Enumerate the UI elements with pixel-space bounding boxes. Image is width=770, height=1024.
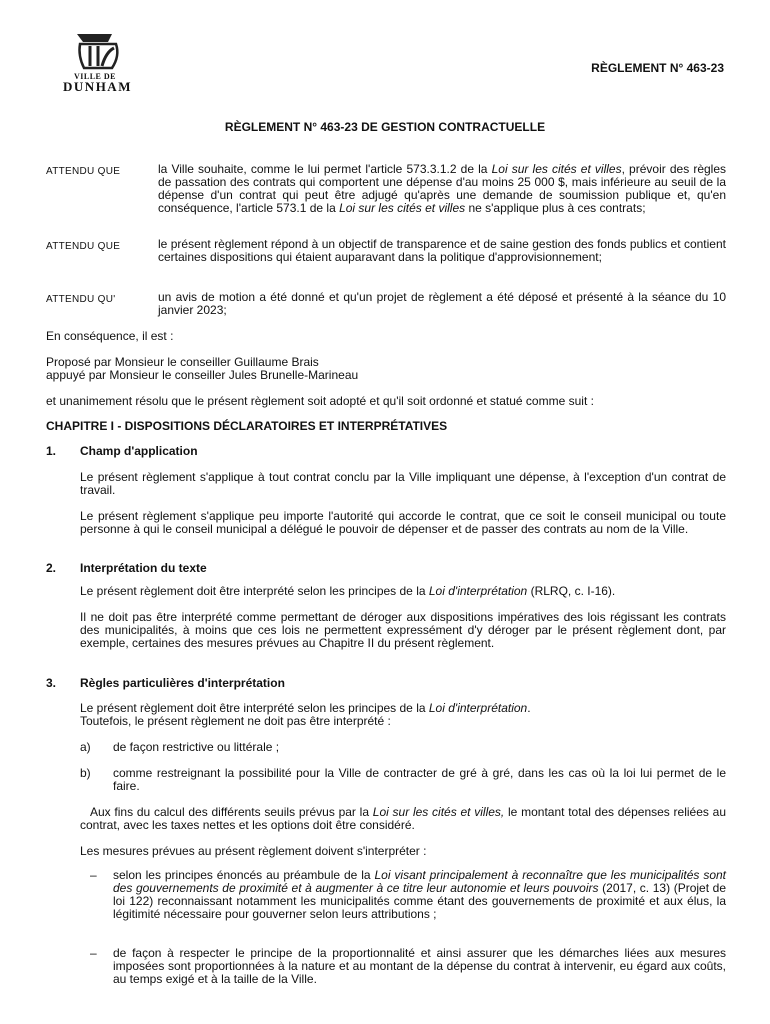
document-title: RÈGLEMENT N° 463-23 DE GESTION CONTRACTUELLE — [224, 120, 546, 134]
attendu-text-1 — [158, 163, 726, 215]
section-3-law-title: Loi d'interprétation — [428, 701, 528, 715]
section-3-p1-part-b: . — [527, 701, 531, 715]
attendu-1-law-title: Loi sur les cités et villes — [491, 162, 622, 176]
section-3-paragraph-3: Les mesures prévues au présent règlement doivent s'interpréter : — [80, 844, 427, 858]
logo-city-name: DUNHAM — [63, 79, 132, 94]
proposed-by: Proposé par Monsieur le conseiller Guillaume Brais — [46, 355, 319, 369]
section-1-title: Champ d'application — [80, 444, 198, 458]
seconded-by: appuyé par Monsieur le conseiller Jules Brunelle-Marineau — [46, 368, 359, 382]
section-1-paragraph-2: Le présent règlement s'applique peu importe l'autorité qui accorde le contrat, que ce soit le conseil municipal ou toute personne à qui le conseil municipal a délégué le pouvoir de dépenser et de passer des contrats au nom de la Ville. — [80, 509, 726, 536]
chapter-heading: CHAPITRE I - DISPOSITIONS DÉCLARATOIRES ET INTERPRÉTATIVES — [46, 419, 448, 433]
dash-item-2-text: de façon à respecter le principe de la proportionnalité et ainsi assurer que les démarches liées aux mesures imposées sont proportionnées à la nature et au montant de la dépense du contrat à intervenir, eu égard aux coûts, au temps exigé et à la taille de la Ville. — [113, 946, 726, 986]
section-2-p1-part-b: (RLRQ, c. I-16). — [527, 584, 616, 598]
section-2-paragraph-1 — [80, 585, 726, 598]
attendu-1-law-title-2: Loi sur les cités et villes — [339, 201, 466, 215]
attendu-text-2: le présent règlement répond à un objectif de transparence et de saine gestion des fonds publics et contient certaines dispositions qui étaient auparavant dans la politique d'approvisionnement; — [158, 237, 726, 264]
attendu-text-3: un avis de motion a été donné et qu'un projet de règlement a été déposé et présenté à la séance du 10 janvier 2023; — [158, 290, 726, 317]
attendu-1-part-c: ne s'applique plus à ces contrats; — [465, 201, 646, 215]
regulation-reference: RÈGLEMENT N° 463-23 — [591, 61, 724, 75]
dash-bullet-1: – — [90, 868, 97, 882]
dash-bullet-2: – — [90, 946, 97, 960]
attendu-1-part-a: la Ville souhaite, comme le lui permet l'article 573.3.1.2 de la — [158, 162, 492, 176]
city-emblem-icon — [50, 30, 150, 74]
list-item-a-text: de façon restrictive ou littérale ; — [113, 740, 280, 754]
section-3-number: 3. — [46, 676, 57, 690]
dash-item-1-part-b: (2017, c. 13) (Projet de loi 122) reconnaissant notamment les municipalités comme étant des gouvernements de proximité et aux élus, la légitimité nécessaire pour gouverner selon leurs attributions ; — [113, 881, 726, 921]
list-item-b-label: b) — [80, 766, 91, 780]
attendu-label-1: ATTENDU QUE — [46, 166, 121, 177]
section-2-number: 2. — [46, 561, 57, 575]
section-3-p2-law-title: Loi sur les cités et villes, — [372, 805, 505, 819]
attendu-label-3: ATTENDU QU' — [46, 294, 116, 305]
logo-city-prefix: VILLE DE — [73, 72, 116, 81]
attendu-1-part-b: , prévoir des règles de passation des contrats qui comportent une dépense d'au moins 25 000 $, mais inférieure au seuil de la dépense d'un contrat qui peut être adjugé qu'après une demande de soumission publique et, qu'en conséquence, l'article 573.1 de la — [158, 162, 727, 215]
city-logo — [50, 30, 150, 96]
section-3-title: Règles particulières d'interprétation — [80, 676, 285, 690]
list-item-a-label: a) — [80, 740, 91, 754]
section-2-law-title: Loi d'interprétation — [428, 584, 528, 598]
consequence-text: En conséquence, il est : — [46, 329, 174, 343]
resolution-text: et unanimement résolu que le présent règlement soit adopté et qu'il soit ordonné et statué comme suit : — [46, 394, 594, 408]
section-2-p1-part-a: Le présent règlement doit être interprété selon les principes de la — [80, 584, 429, 598]
list-item-b-text: comme restreignant la possibilité pour la Ville de contracter de gré à gré, dans les cas où la loi lui permet de le faire. — [113, 766, 726, 793]
dash-item-1-text — [113, 869, 726, 921]
section-3-p1-part-a: Le présent règlement doit être interprété selon les principes de la — [80, 701, 429, 715]
section-1-paragraph-1: Le présent règlement s'applique à tout contrat conclu par la Ville impliquant une dépense, à l'exception d'un contrat de travail. — [80, 470, 726, 497]
section-3-p2-part-b: le montant total des dépenses reliées au contrat, avec les taxes nettes et les options doit être considéré. — [80, 805, 727, 832]
dash-item-1-law-title: Loi visant principalement à reconnaître que les municipalités sont des gouvernements de proximité et à augmenter à ce titre leur autonomie et leurs pouvoirs — [113, 868, 726, 895]
section-3-p2-part-a: Aux fins du calcul des différents seuils prévus par la — [90, 805, 373, 819]
section-3-paragraph-2 — [80, 806, 726, 832]
section-1-number: 1. — [46, 444, 57, 458]
section-2-paragraph-2: Il ne doit pas être interprété comme permettant de déroger aux dispositions impératives des lois régissant les contrats des municipalités, à moins que ces lois ne permettent expressément d'y déroger par le présent règlement dont, par exemple, certaines des mesures prévues au Chapitre II du présent règlement. — [80, 610, 726, 650]
section-3-paragraph-1-line-2: Toutefois, le présent règlement ne doit pas être interprété : — [80, 714, 391, 728]
section-2-title: Interprétation du texte — [80, 561, 207, 575]
attendu-label-2: ATTENDU QUE — [46, 241, 121, 252]
dash-item-1-part-a: selon les principes énoncés au préambule de la — [113, 868, 375, 882]
